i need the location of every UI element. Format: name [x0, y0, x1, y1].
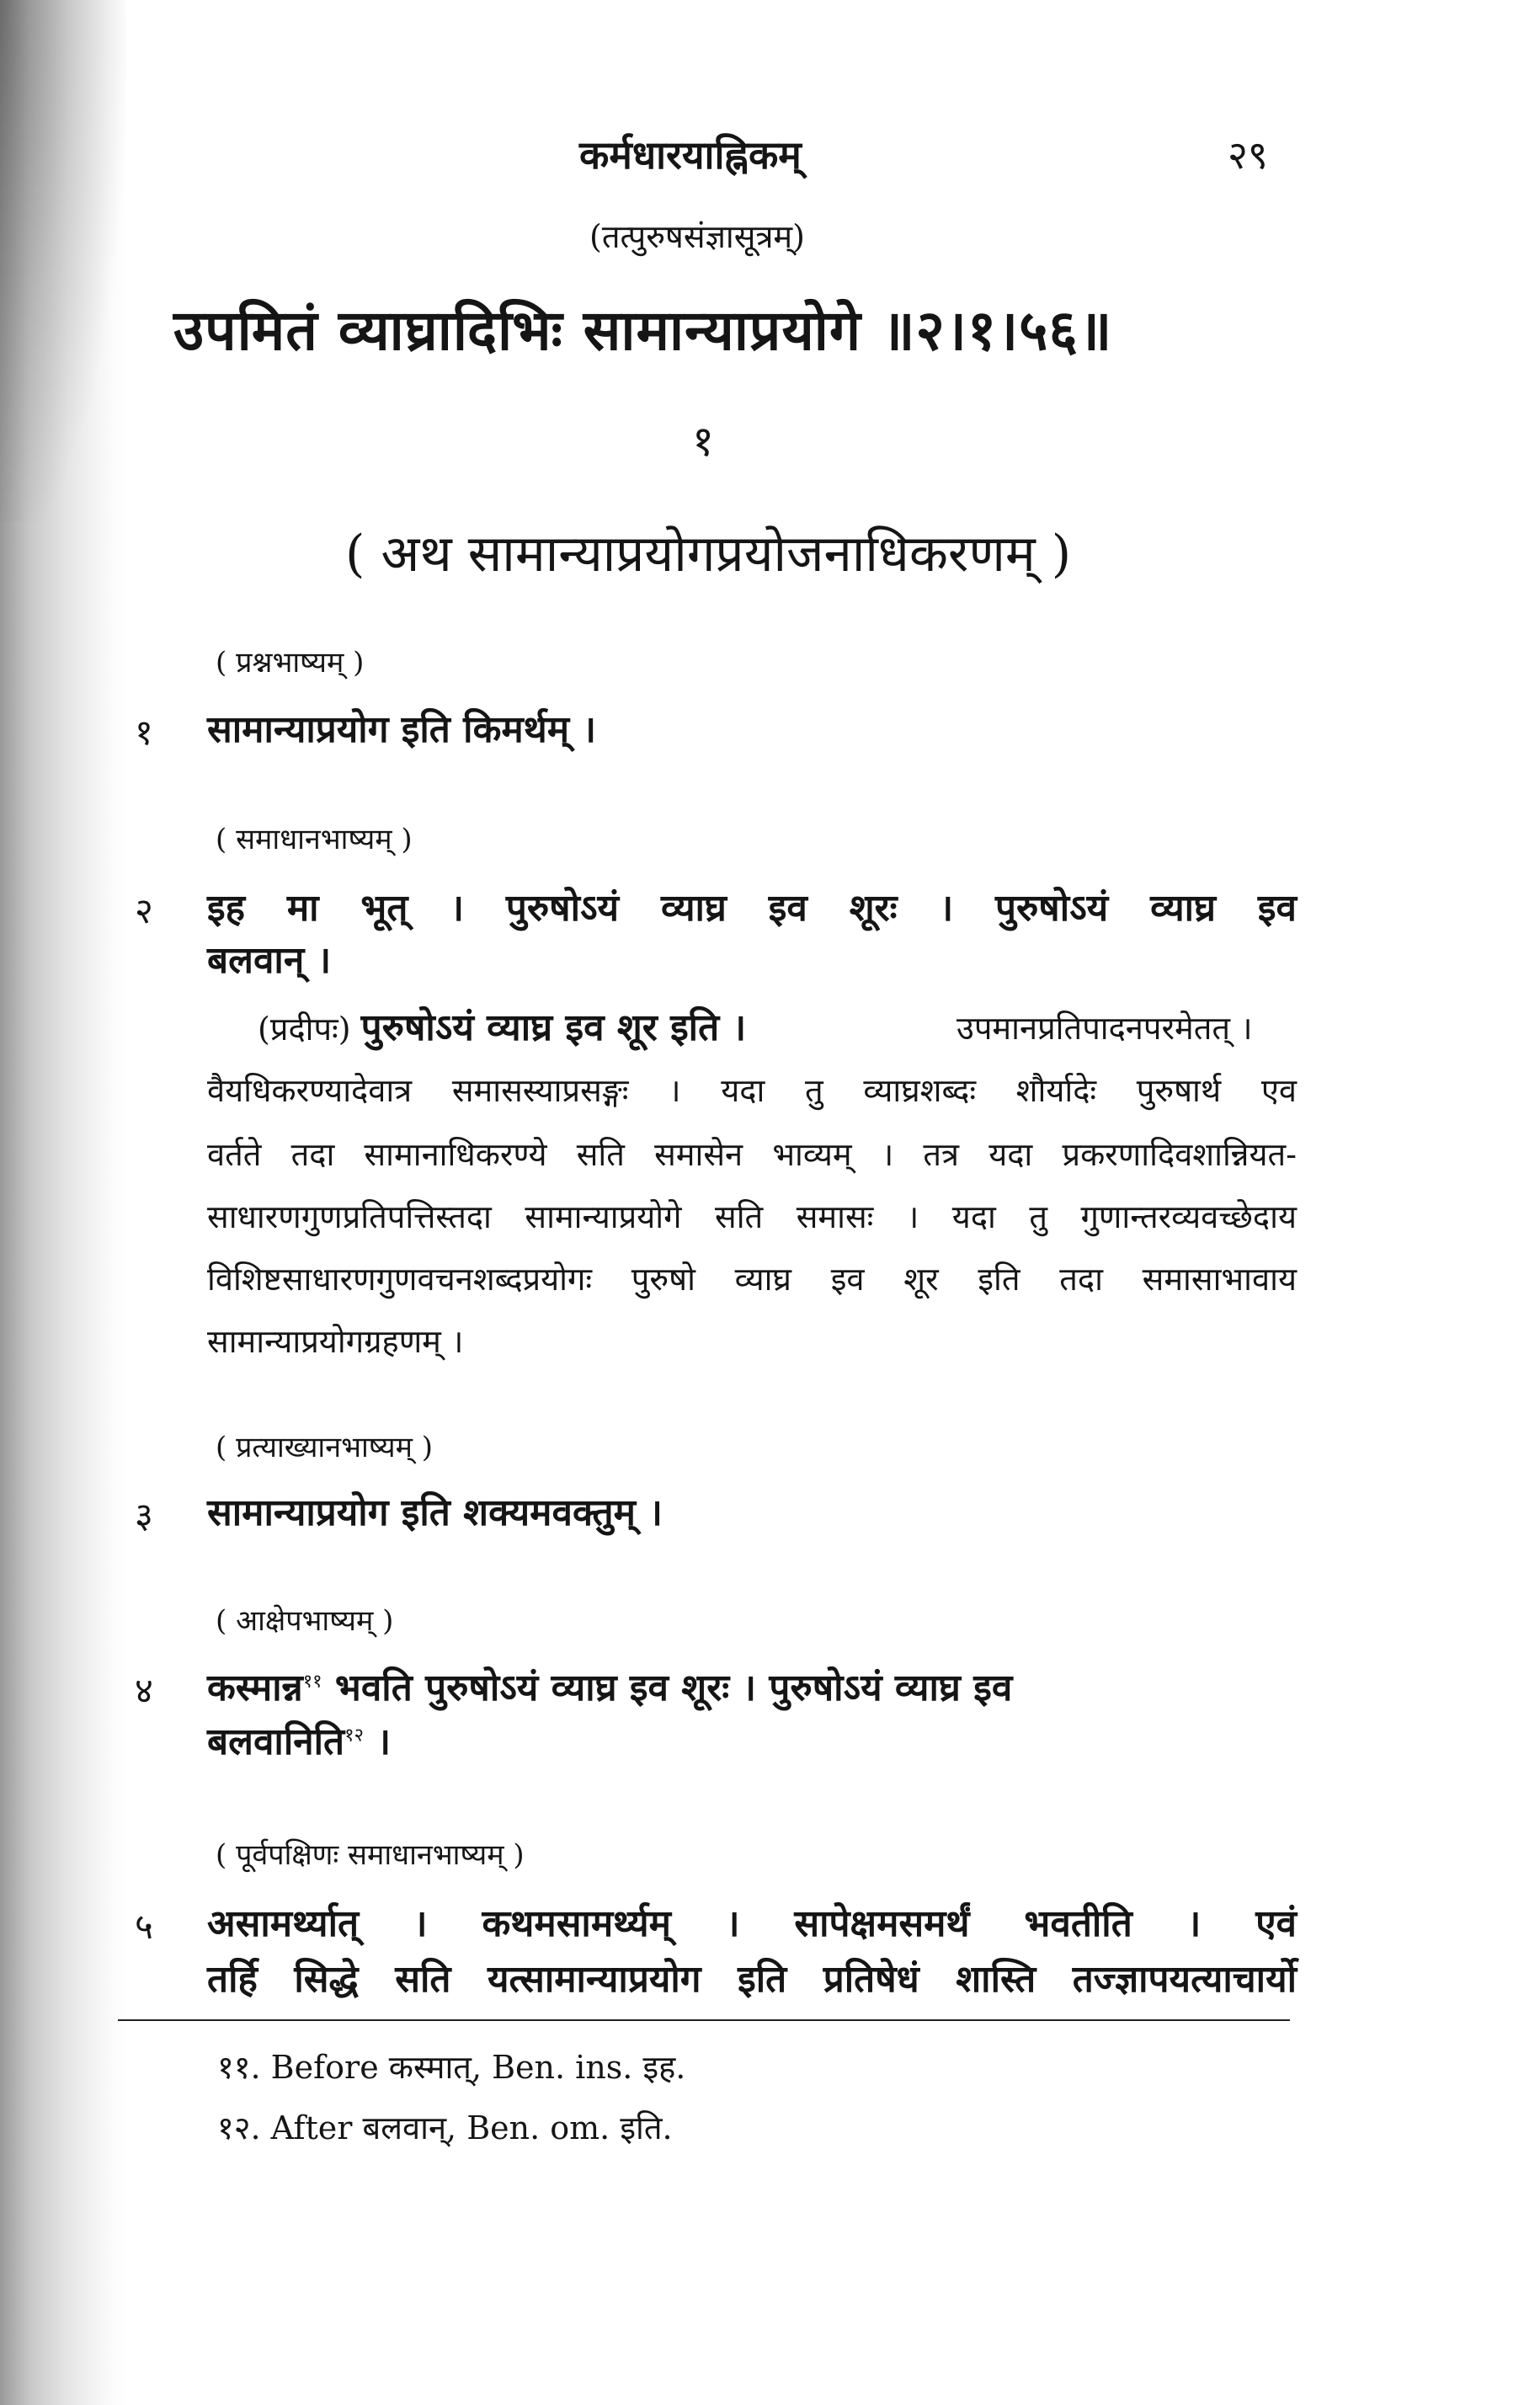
bhashya-label-purvapakshi: ( पूर्वपक्षिणः समाधानभाष्यम् ) [216, 1838, 525, 1872]
bhashya-line: इह मा भूत् । पुरुषोऽयं व्याघ्र इव शूरः । पुरुषोऽयं व्याघ्र इव [207, 887, 1297, 930]
bhashya-label-prashna: ( प्रश्नभाष्यम् ) [216, 646, 365, 680]
bhashya-line: सामान्याप्रयोग इति किमर्थम् । [207, 708, 597, 751]
paragraph-number: ३ [135, 1495, 153, 1536]
bhashya-line: बलवान् । [207, 939, 332, 982]
bhashya-word: कस्मान्न [207, 1666, 303, 1709]
bhashya-label-pratyakhyana: ( प्रत्याख्यानभाष्यम् ) [216, 1431, 433, 1464]
pradipa-line: वैयधिकरण्यादेवात्र समासस्याप्रसङ्गः । यदा तु व्याघ्रशब्दः शौर्यादेः पुरुषार्थ एव [207, 1072, 1297, 1109]
bhashya-line: असामर्थ्यात् । कथमसामर्थ्यम् । सापेक्षमसमर्थं भवतीति । एवं [207, 1902, 1297, 1945]
bhashya-text: । [364, 1720, 391, 1763]
footnote: ११. Before कस्मात्, Ben. ins. इह. [217, 2049, 686, 2086]
running-head: कर्मधारयाह्निकम् [579, 132, 802, 178]
page-number: २९ [1228, 132, 1268, 178]
bhashya-text: भवति पुरुषोऽयं व्याघ्र इव शूरः । पुरुषोऽयं व्याघ्र इव [322, 1666, 1013, 1709]
scan-shadow-corner [0, 0, 126, 522]
pradipa-line [258, 1000, 746, 1051]
bhashya-line [207, 1714, 391, 1765]
pradipa-line: विशिष्टसाधारणगुणवचनशब्दप्रयोगः पुरुषो व्याघ्र इव शूर इति तदा समासाभावाय [207, 1261, 1297, 1298]
bhashya-line [207, 1661, 1297, 1711]
footnote-ref: ११ [302, 1671, 322, 1693]
bhashya-word: बलवानिति [207, 1720, 345, 1763]
paragraph-number: ५ [135, 1906, 153, 1947]
section-title: ( अथ सामान्याप्रयोगप्रयोजनाधिकरणम् ) [345, 525, 1072, 584]
paragraph-number: २ [135, 890, 153, 931]
pradipa-line: सामान्याप्रयोगग्रहणम् । [207, 1323, 464, 1360]
sutra-name: (तत्पुरुषसंज्ञासूत्रम्) [589, 218, 805, 255]
bhashya-line: तर्हि सिद्धे सति यत्सामान्याप्रयोग इति प्रतिषेधं शास्ति तज्ज्ञापयत्याचार्यो [207, 1958, 1297, 2001]
footnote-ref: १२ [344, 1725, 364, 1746]
section-number: १ [692, 417, 714, 466]
pradipa-line: साधारणगुणप्रतिपत्तिस्तदा सामान्याप्रयोगे सति समासः । यदा तु गुणान्तरव्यवच्छेदाय [207, 1198, 1297, 1235]
paragraph-number: १ [135, 712, 153, 753]
footnote: १२. After बलवान्, Ben. om. इति. [217, 2109, 673, 2146]
pradipa-bold-text: पुरुषोऽयं व्याघ्र इव शूर इति । [360, 1006, 747, 1049]
bhashya-label-akshepa: ( आक्षेपभाष्यम् ) [216, 1604, 394, 1638]
bhashya-label-samadhana: ( समाधानभाष्यम् ) [216, 823, 413, 856]
bhashya-line: सामान्याप्रयोग इति शक्यमवक्तुम् । [207, 1491, 663, 1534]
paragraph-number: ४ [135, 1670, 153, 1711]
footnote-rule [118, 2019, 1290, 2021]
pradipa-line-rest: उपमानप्रतिपादनपरमेतत् । [957, 1010, 1253, 1047]
sutra-text: उपमितं व्याघ्रादिभिः सामान्याप्रयोगे ॥२।१।५६॥ [173, 297, 1113, 363]
pradipa-tag: (प्रदीपः) [258, 1011, 351, 1048]
pradipa-line: वर्तते तदा सामानाधिकरण्ये सति समासेन भाव्यम् । तत्र यदा प्रकरणादिवशान्नियत- [207, 1136, 1297, 1173]
